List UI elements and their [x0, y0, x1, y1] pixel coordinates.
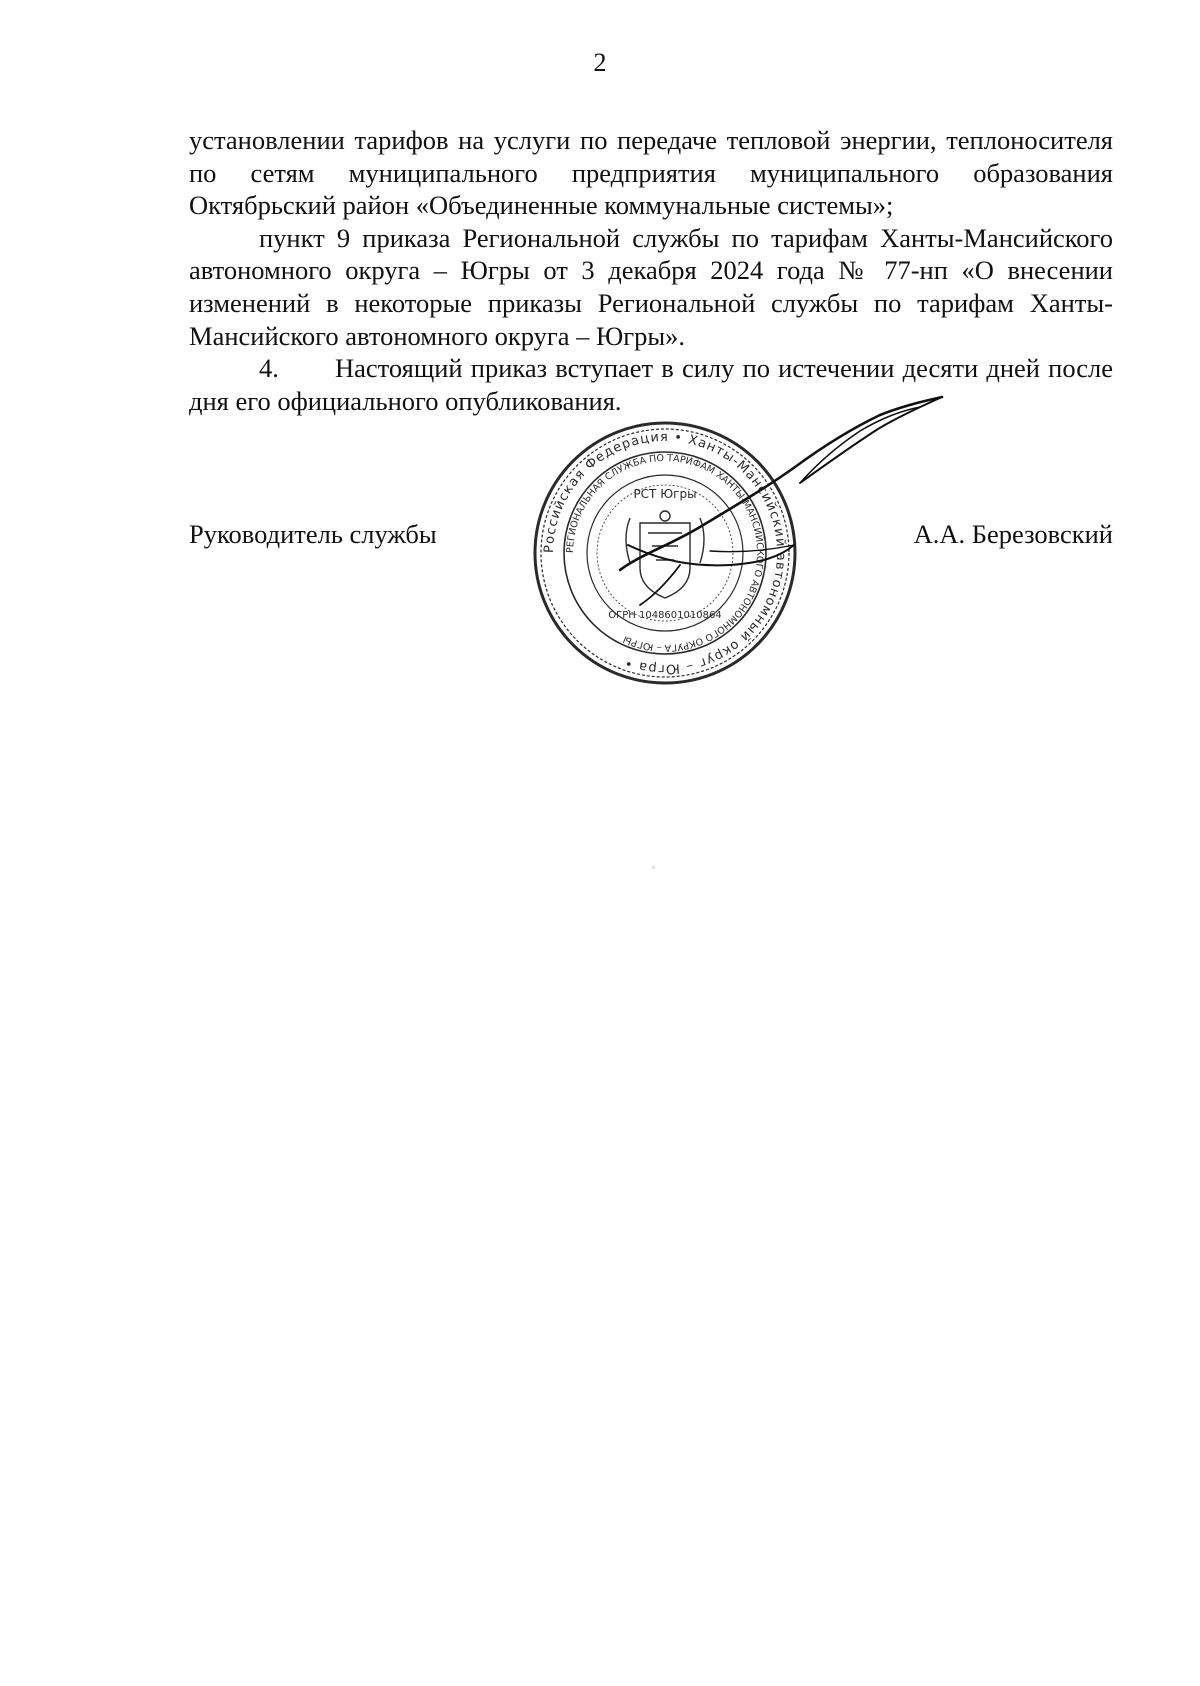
scan-speck	[652, 866, 655, 869]
seal-outer-text: Российская Федерация • Ханты-Мансийский автономный округ – Югра •	[541, 429, 789, 677]
handwritten-signature-icon	[580, 395, 970, 610]
item-4-text: Настоящий приказ вступает в силу по истечении десяти дней после дня его официального опубликования.	[189, 353, 1113, 416]
seal-ogrn-text: ОГРН 1048601010864	[608, 610, 722, 621]
page-number: 2	[593, 48, 607, 77]
paragraph-item-9: пункт 9 приказа Региональной службы по тарифам Ханты-Мансийского автономного округа – Югры от 3 декабря 2024 года № 77-нп «О внесении изменений в некоторые приказы Региональной службы по тарифам Ханты-Мансийского автономного округа – Югры».	[189, 222, 1113, 351]
position-title: Руководитель службы	[189, 519, 437, 549]
seal-center-top-text: РСТ Югры	[633, 487, 697, 501]
paragraph-continuation: установлении тарифов на услуги по передаче тепловой энергии, теплоносителя по сетям муниципального предприятия муниципального образования Октябрьский район «Объединенные коммунальные системы»;	[189, 125, 1113, 221]
item-number: 4.	[259, 353, 279, 384]
document-body	[189, 124, 1113, 417]
signer-name: А.А. Березовский	[913, 519, 1113, 549]
seal-inner-text: РЕГИОНАЛЬНАЯ СЛУЖБА ПО ТАРИФАМ ХАНТЫ-МАНСИЙСКОГО АВТОНОМНОГО ОКРУГА – ЮГРЫ	[564, 452, 766, 654]
